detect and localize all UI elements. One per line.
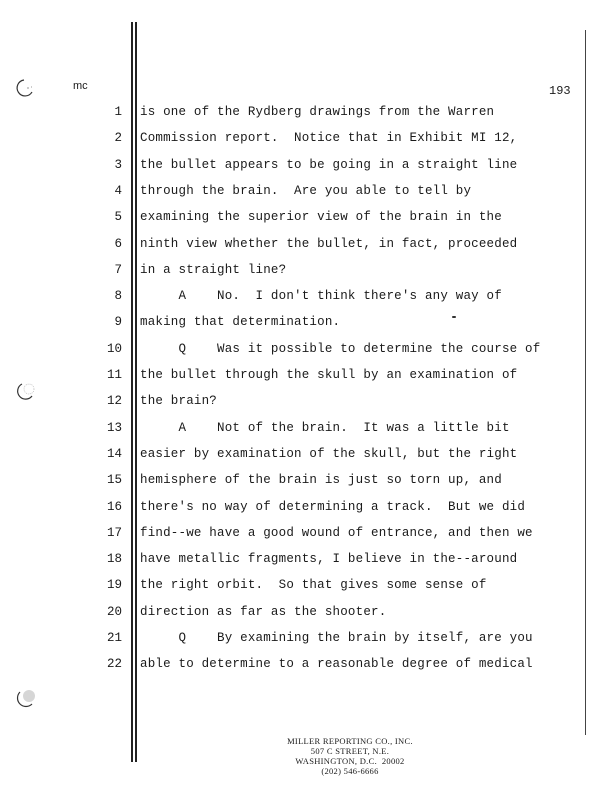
transcript-line: in a straight line? (140, 262, 287, 277)
transcript-line: hemisphere of the brain is just so torn up, and (140, 473, 502, 488)
line-number: 19 (106, 578, 122, 593)
right-margin-rule (585, 30, 586, 735)
transcript-line: Commission report. Notice that in Exhibit MI 12, (140, 131, 518, 146)
transcript-line: Q By examining the brain by itself, are you (140, 631, 533, 645)
line-number: 21 (106, 631, 122, 645)
footer-phone: (202) 546-6666 (321, 766, 379, 776)
transcript-line: there's no way of determining a track. But we did (140, 499, 526, 514)
footer-street: 507 C STREET, N.E. (310, 746, 390, 756)
left-margin-rule (131, 22, 133, 762)
line-number: 20 (106, 604, 122, 619)
line-number: 1 (114, 105, 122, 119)
line-number: 12 (106, 394, 122, 409)
transcript-line: through the brain. Are you able to tell by (140, 183, 472, 198)
footer-company: MILLER REPORTING CO., INC. (287, 736, 413, 746)
transcript-line: able to determine to a reasonable degree of medical (140, 657, 533, 672)
transcript-line: have metallic fragments, I believe in the--around (140, 552, 518, 567)
transcript-line: easier by examination of the skull, but the right (140, 446, 518, 461)
line-number: 16 (106, 499, 122, 514)
line-number: 5 (114, 210, 122, 225)
line-number: 13 (106, 420, 122, 435)
reporter-initials: mc (73, 80, 88, 92)
line-number: 4 (114, 183, 122, 198)
transcript-line: the right orbit. So that gives some sense of (140, 578, 487, 593)
line-number: 6 (114, 236, 122, 251)
transcript-line: Q Was it possible to determine the course of (140, 341, 541, 356)
transcript-line: the bullet through the skull by an examination of (140, 368, 518, 382)
line-number: 14 (106, 446, 122, 461)
transcript-line: the brain? (140, 394, 218, 409)
line-number: 10 (106, 341, 122, 356)
line-number: 8 (114, 289, 122, 304)
transcript-line: A Not of the brain. It was a little bit (140, 420, 510, 435)
transcript-line: A No. I don't think there's any way of (140, 289, 502, 304)
stray-mark (452, 316, 456, 318)
reporter-footer (230, 736, 470, 776)
left-margin-rule (135, 22, 137, 762)
line-number: 22 (106, 657, 122, 672)
line-number: 9 (114, 315, 122, 330)
line-number: 15 (106, 473, 122, 488)
punch-hole-icon (12, 76, 36, 100)
transcript-line: examining the superior view of the brain in the (140, 210, 502, 225)
line-number: 11 (106, 368, 122, 382)
punch-hole-icon (12, 378, 36, 402)
line-number: 2 (114, 131, 122, 146)
footer-city: WASHINGTON, D.C. 20002 (295, 756, 405, 766)
transcript-line: the bullet appears to be going in a straight line (140, 157, 518, 172)
line-number: 17 (106, 525, 122, 540)
transcript-line: direction as far as the shooter. (140, 604, 387, 619)
line-number: 18 (106, 552, 122, 567)
line-number: 7 (114, 262, 122, 277)
line-number: 3 (114, 157, 122, 172)
transcript-line: making that determination. (140, 315, 341, 330)
page-number: 193 (549, 84, 571, 98)
transcript-line: ninth view whether the bullet, in fact, proceeded (140, 236, 518, 251)
transcript-line: is one of the Rydberg drawings from the Warren (140, 105, 495, 119)
transcript-line: find--we have a good wound of entrance, and then we (140, 525, 533, 540)
punch-hole-icon (12, 684, 36, 708)
